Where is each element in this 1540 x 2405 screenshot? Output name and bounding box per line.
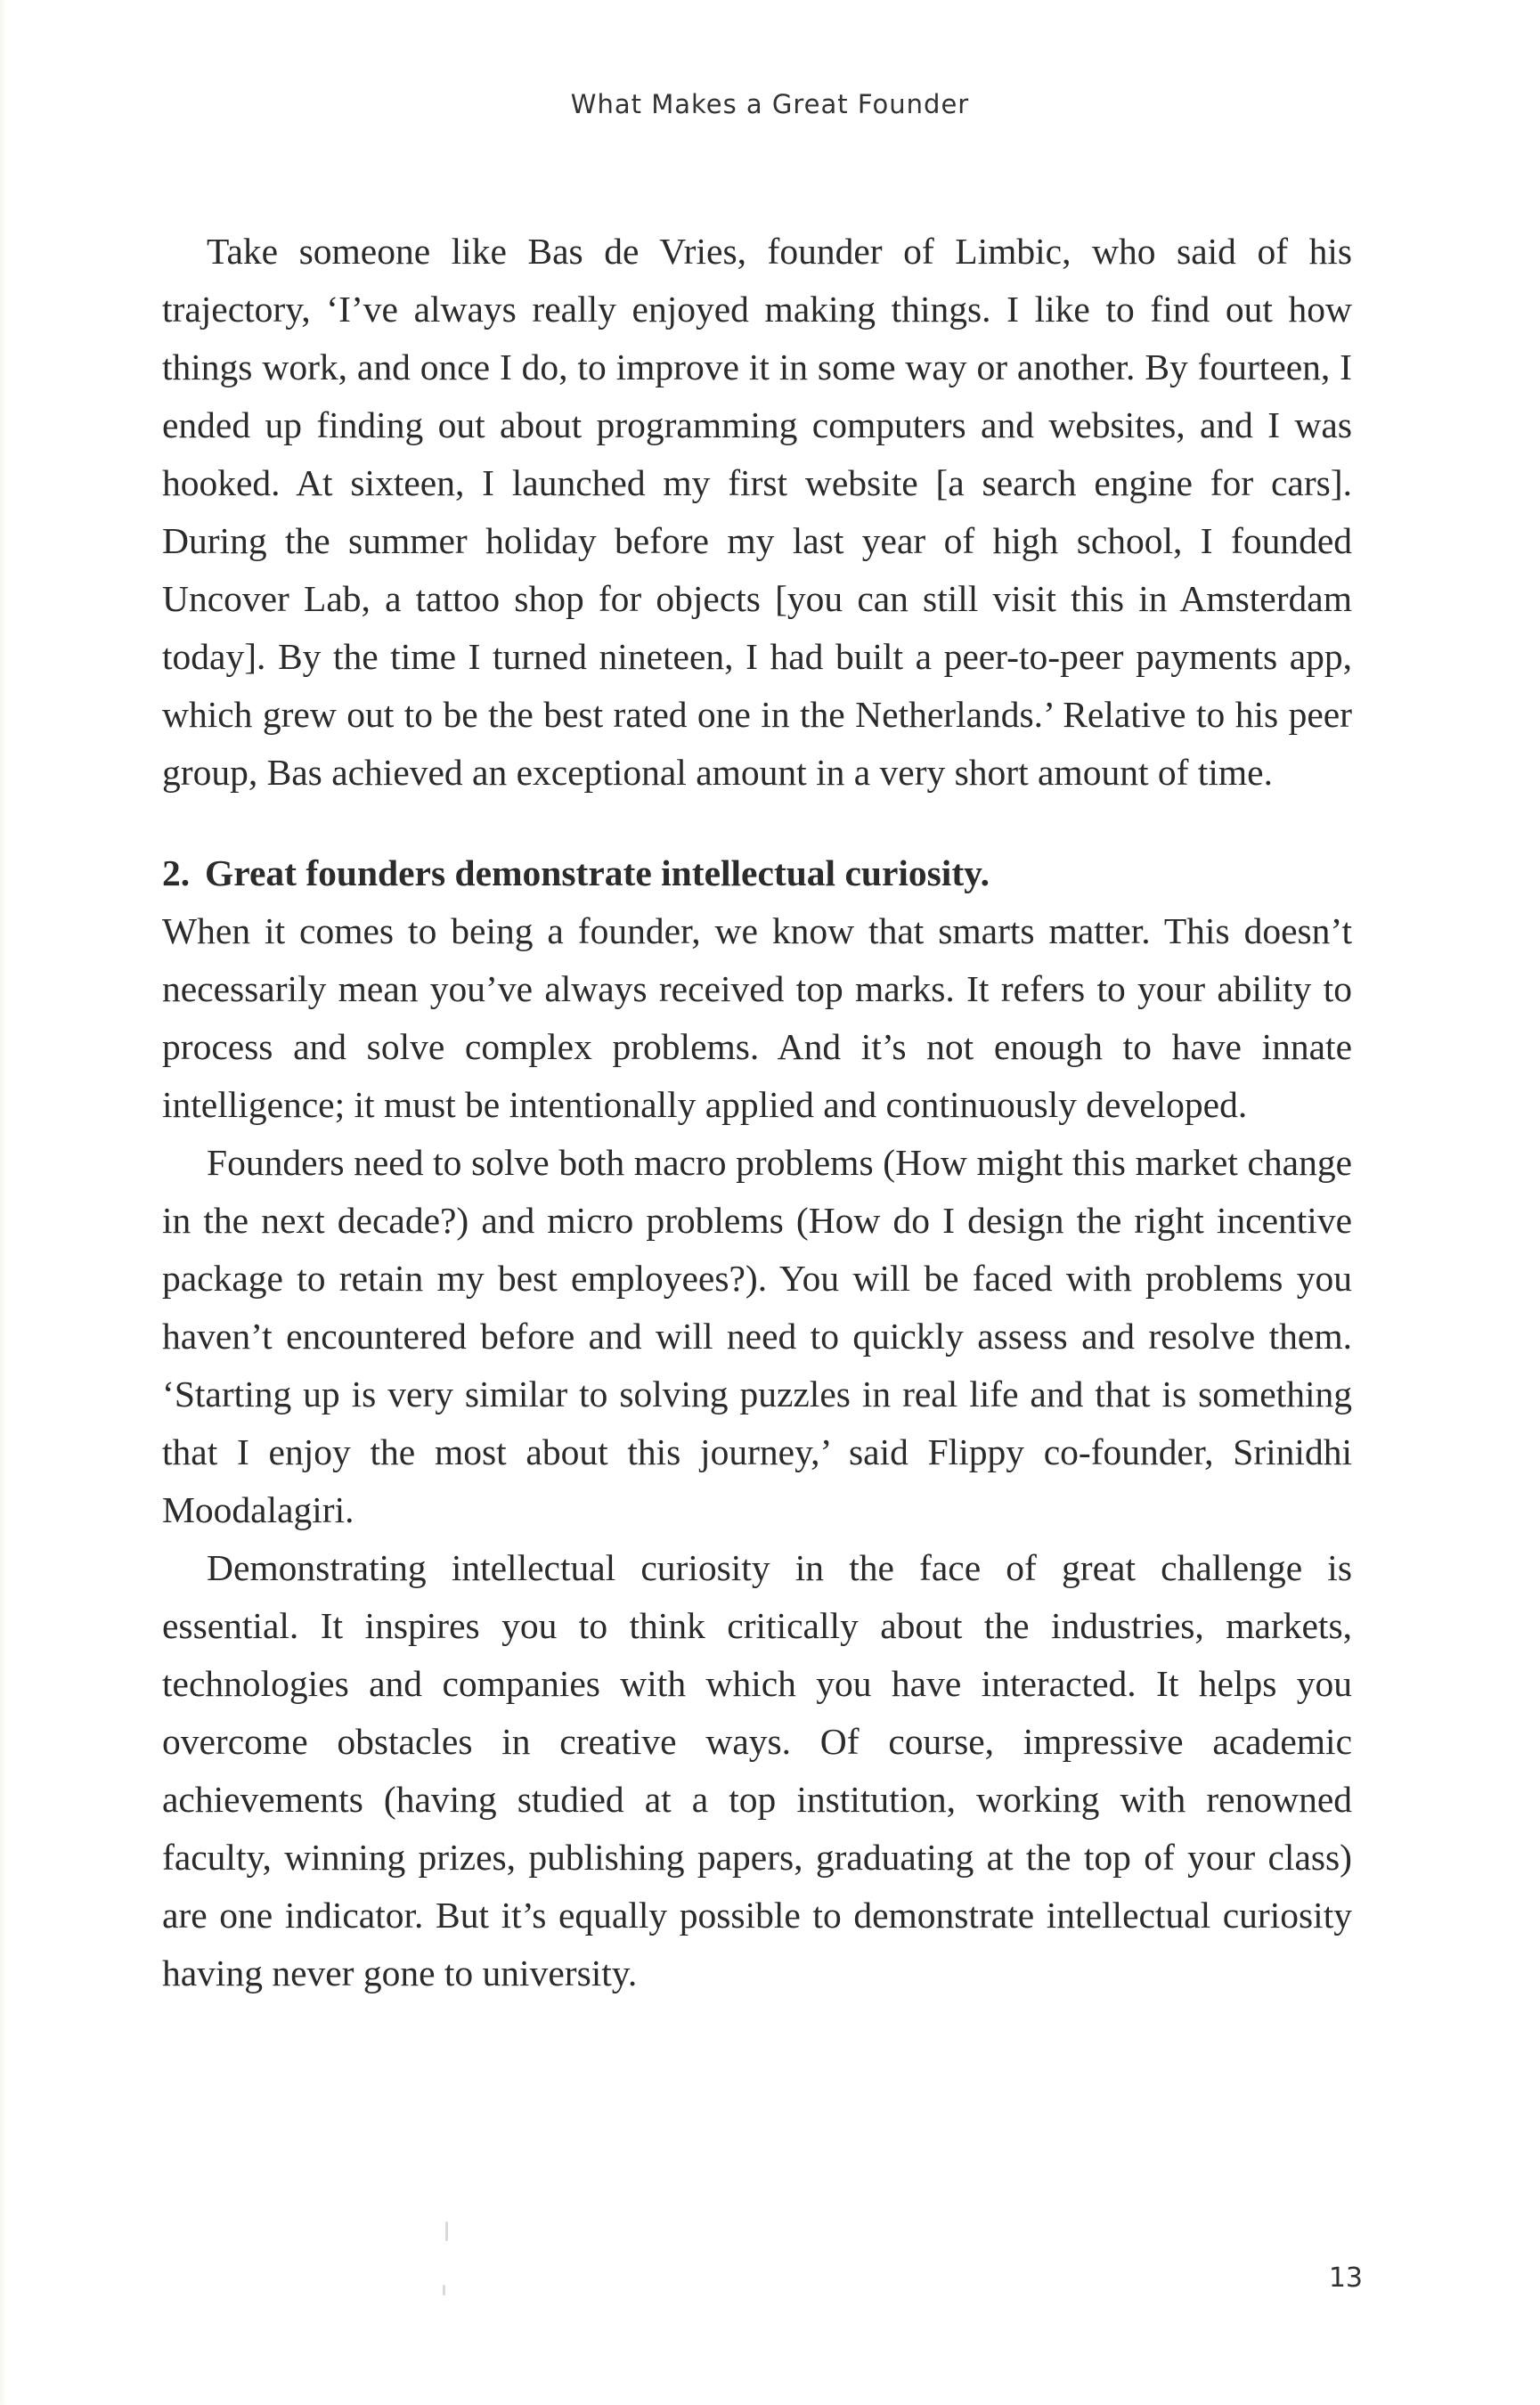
paragraph-smarts-matter: When it comes to being a founder, we know that smarts matter. This doesn’t necessarily mean you’ve always received top marks. It refers to your ability to process and solve complex problems. And it’s not enough to have innate intelligence; it must be intentionally applied and continuously developed. xyxy=(162,910,1352,1125)
paragraph-macro-micro-problems: Founders need to solve both macro problems (How might this market change in the next decade?) and micro problems (How do I design the right incentive package to retain my best employees?). You will be faced with problems you haven’t encountered before and will need to quickly assess and resolve them. ‘Starting up is very similar to solving puzzles in real life and that is something that I enjoy the most about this journey,’ said Flippy co-founder, Srinidhi Moodalagiri. xyxy=(162,1142,1352,1530)
paragraph-demonstrating-curiosity: Demonstrating intellectual curiosity in the face of great challenge is essential. It inspires you to think critically about the industries, markets, technologies and companies with which you have interacted. It helps you overcome obstacles in creative ways. Of course, impressive academic achievements (having studied at a top institution, working with renowned faculty, winning prizes, publishing papers, graduating at the top of your class) are one indicator. But it’s equally possible to demonstrate intellectual curiosity having never gone to university. xyxy=(162,1547,1352,1993)
scan-mark xyxy=(445,2222,448,2241)
running-head: What Makes a Great Founder xyxy=(570,89,970,119)
section-heading xyxy=(162,844,1352,902)
section-number: 2. xyxy=(162,852,191,893)
section-title: Great founders demonstrate intellectual curiosity. xyxy=(205,852,990,893)
section-spacer xyxy=(162,802,1352,844)
body-text xyxy=(162,223,1352,2002)
page-edge-shadow xyxy=(0,0,7,2405)
scan-mark xyxy=(443,2285,445,2295)
page-number: 13 xyxy=(1328,2262,1363,2294)
paragraph-bas-de-vries: Take someone like Bas de Vries, founder of Limbic, who said of his trajectory, ‘I’ve always really enjoyed making things. I like to find out how things work, and once I do, to improve it in some way or another. By fourteen, I ended up finding out about programming computers and websites, and I was hooked. At sixteen, I launched my first website [a search engine for cars]. During the summer holiday before my last year of high school, I founded Uncover Lab, a tattoo shop for objects [you can still visit this in Amsterdam today]. By the time I turned nineteen, I had built a peer-to-peer payments app, which grew out to be the best rated one in the Netherlands.’ Relative to his peer group, Bas achieved an exceptional amount in a very short amount of time. xyxy=(162,231,1352,793)
